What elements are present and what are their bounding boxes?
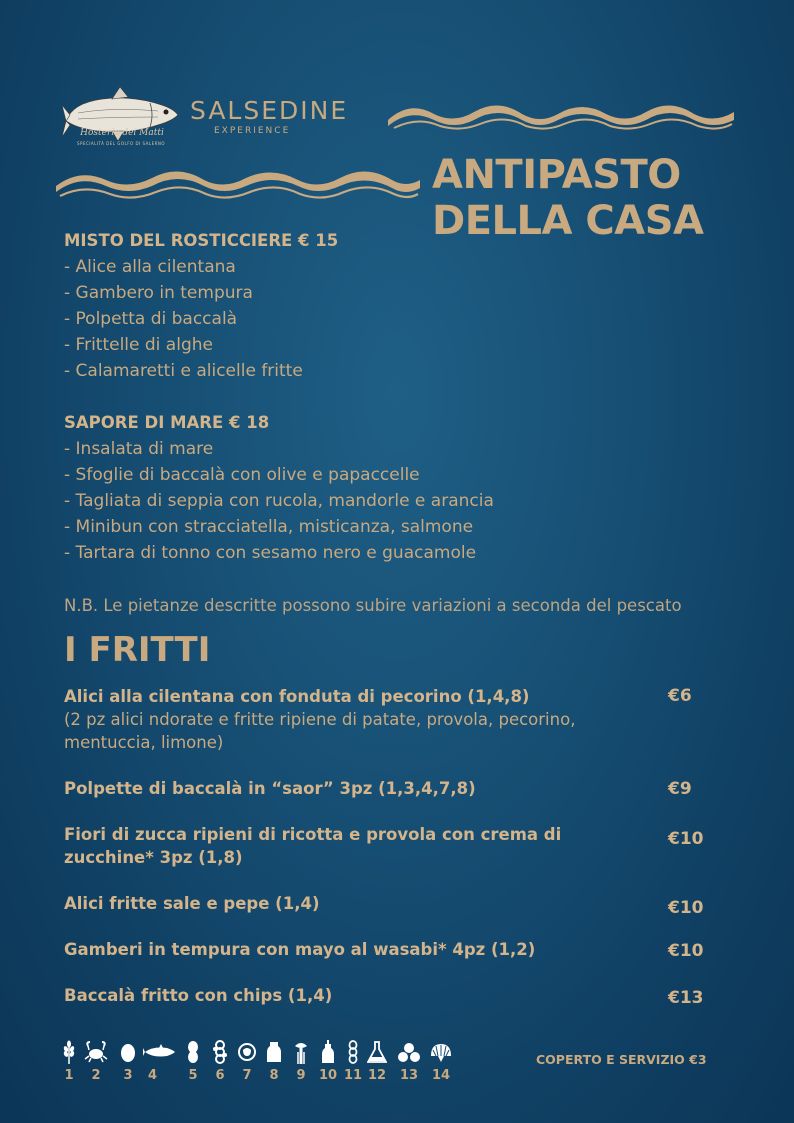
title-line-2: DELLA CASA	[432, 198, 704, 244]
list-item: - Alice alla cilentana	[64, 257, 236, 277]
dish-price: €10	[668, 829, 704, 849]
allergen-number: 7	[242, 1068, 252, 1083]
celery-icon	[293, 1040, 309, 1064]
mustard-icon	[321, 1040, 335, 1064]
milk-icon	[237, 1040, 257, 1064]
egg-icon	[119, 1040, 137, 1064]
list-item: - Tagliata di seppia con rucola, mandorle e arancia	[64, 491, 494, 511]
allergen-number: 2	[91, 1068, 101, 1083]
sulphite-icon	[367, 1040, 387, 1064]
lupin-icon	[397, 1040, 421, 1064]
waves-decoration-icon	[388, 98, 734, 134]
note-text: N.B. Le pietanze descritte possono subire variazioni a seconda del pescato	[64, 596, 682, 615]
allergen-1	[56, 1040, 82, 1083]
list-item: - Calamaretti e alicelle fritte	[64, 361, 303, 381]
allergen-5	[180, 1040, 206, 1083]
allergen-number: 4	[148, 1068, 158, 1083]
allergen-7	[234, 1040, 260, 1083]
page-title	[432, 152, 703, 244]
title-line-1: ANTIPASTO	[432, 152, 681, 198]
brand-sub: EXPERIENCE	[214, 126, 291, 136]
allergen-9	[288, 1040, 314, 1083]
section-title: SAPORE DI MARE € 18	[64, 413, 270, 432]
coperto-text: COPERTO E SERVIZIO €3	[536, 1052, 707, 1067]
allergen-number: 6	[215, 1068, 225, 1083]
dish-name: Polpette di baccalà in “saor” 3pz (1,3,4,7,8)	[64, 779, 476, 798]
dish-name: Baccalà fritto con chips (1,4)	[64, 986, 333, 1005]
dish-name: Alici fritte sale e pepe (1,4)	[64, 894, 320, 913]
allergen-10	[315, 1040, 341, 1083]
allergen-number: 11	[343, 1068, 363, 1083]
sesame-icon	[346, 1040, 360, 1064]
dish-price: €10	[668, 898, 704, 918]
allergen-number: 10	[318, 1068, 338, 1083]
mollusc-icon	[429, 1040, 453, 1064]
dish-price: €9	[668, 779, 692, 799]
list-item: - Insalata di mare	[64, 439, 214, 459]
allergen-2	[83, 1040, 109, 1083]
logo-tagline: SPECIALITÀ DEL GOLFO DI SALERNO	[76, 141, 166, 146]
allergen-number: 12	[367, 1068, 387, 1083]
dish-price: €13	[668, 988, 704, 1008]
waves-decoration-icon	[56, 162, 420, 204]
allergen-13	[396, 1040, 422, 1083]
allergen-number: 13	[399, 1068, 419, 1083]
allergen-6	[207, 1040, 233, 1083]
allergen-number: 9	[296, 1068, 306, 1083]
list-item: - Tartara di tonno con sesamo nero e guacamole	[64, 543, 477, 563]
allergen-number: 3	[123, 1068, 133, 1083]
crab-icon	[84, 1040, 108, 1064]
logo-name: Hosteria dei Matti	[80, 128, 164, 138]
fritti-title: I FRITTI	[64, 630, 211, 670]
wheat-icon	[60, 1040, 78, 1064]
allergen-number: 1	[64, 1068, 74, 1083]
allergen-number: 14	[431, 1068, 451, 1083]
list-item: - Frittelle di alghe	[64, 335, 213, 355]
list-item: - Minibun con stracciatella, misticanza, salmone	[64, 517, 474, 537]
brand-logo: SALSEDINE	[190, 96, 349, 125]
dish-name: Alici alla cilentana con fonduta di pecorino (1,4,8)	[64, 687, 530, 706]
dish-desc: (2 pz alici ndorate e fritte ripiene di patate, provola, pecorino, mentuccia, limone)	[64, 710, 576, 752]
allergen-11	[340, 1040, 366, 1083]
allergen-12	[364, 1040, 390, 1083]
list-item: - Gambero in tempura	[64, 283, 253, 303]
allergen-4	[142, 1040, 178, 1083]
soy-icon	[211, 1040, 229, 1064]
list-item: - Polpetta di baccalà	[64, 309, 238, 329]
dish-name: Fiori di zucca ripieni di ricotta e provola con crema di zucchine* 3pz (1,8)	[64, 825, 562, 867]
nuts-icon	[266, 1040, 282, 1064]
dish-price: €6	[668, 686, 692, 706]
allergen-14	[428, 1040, 454, 1083]
allergen-number: 8	[269, 1068, 279, 1083]
peanut-icon	[186, 1040, 200, 1064]
list-item: - Sfoglie di baccalà con olive e papaccelle	[64, 465, 420, 485]
dish-name: Gamberi in tempura con mayo al wasabi* 4pz (1,2)	[64, 940, 536, 959]
fish-icon	[143, 1040, 177, 1064]
allergen-8	[261, 1040, 287, 1083]
allergen-3	[115, 1040, 141, 1083]
dish-price: €10	[668, 941, 704, 961]
section-title: MISTO DEL ROSTICCIERE € 15	[64, 231, 339, 250]
allergen-number: 5	[188, 1068, 198, 1083]
